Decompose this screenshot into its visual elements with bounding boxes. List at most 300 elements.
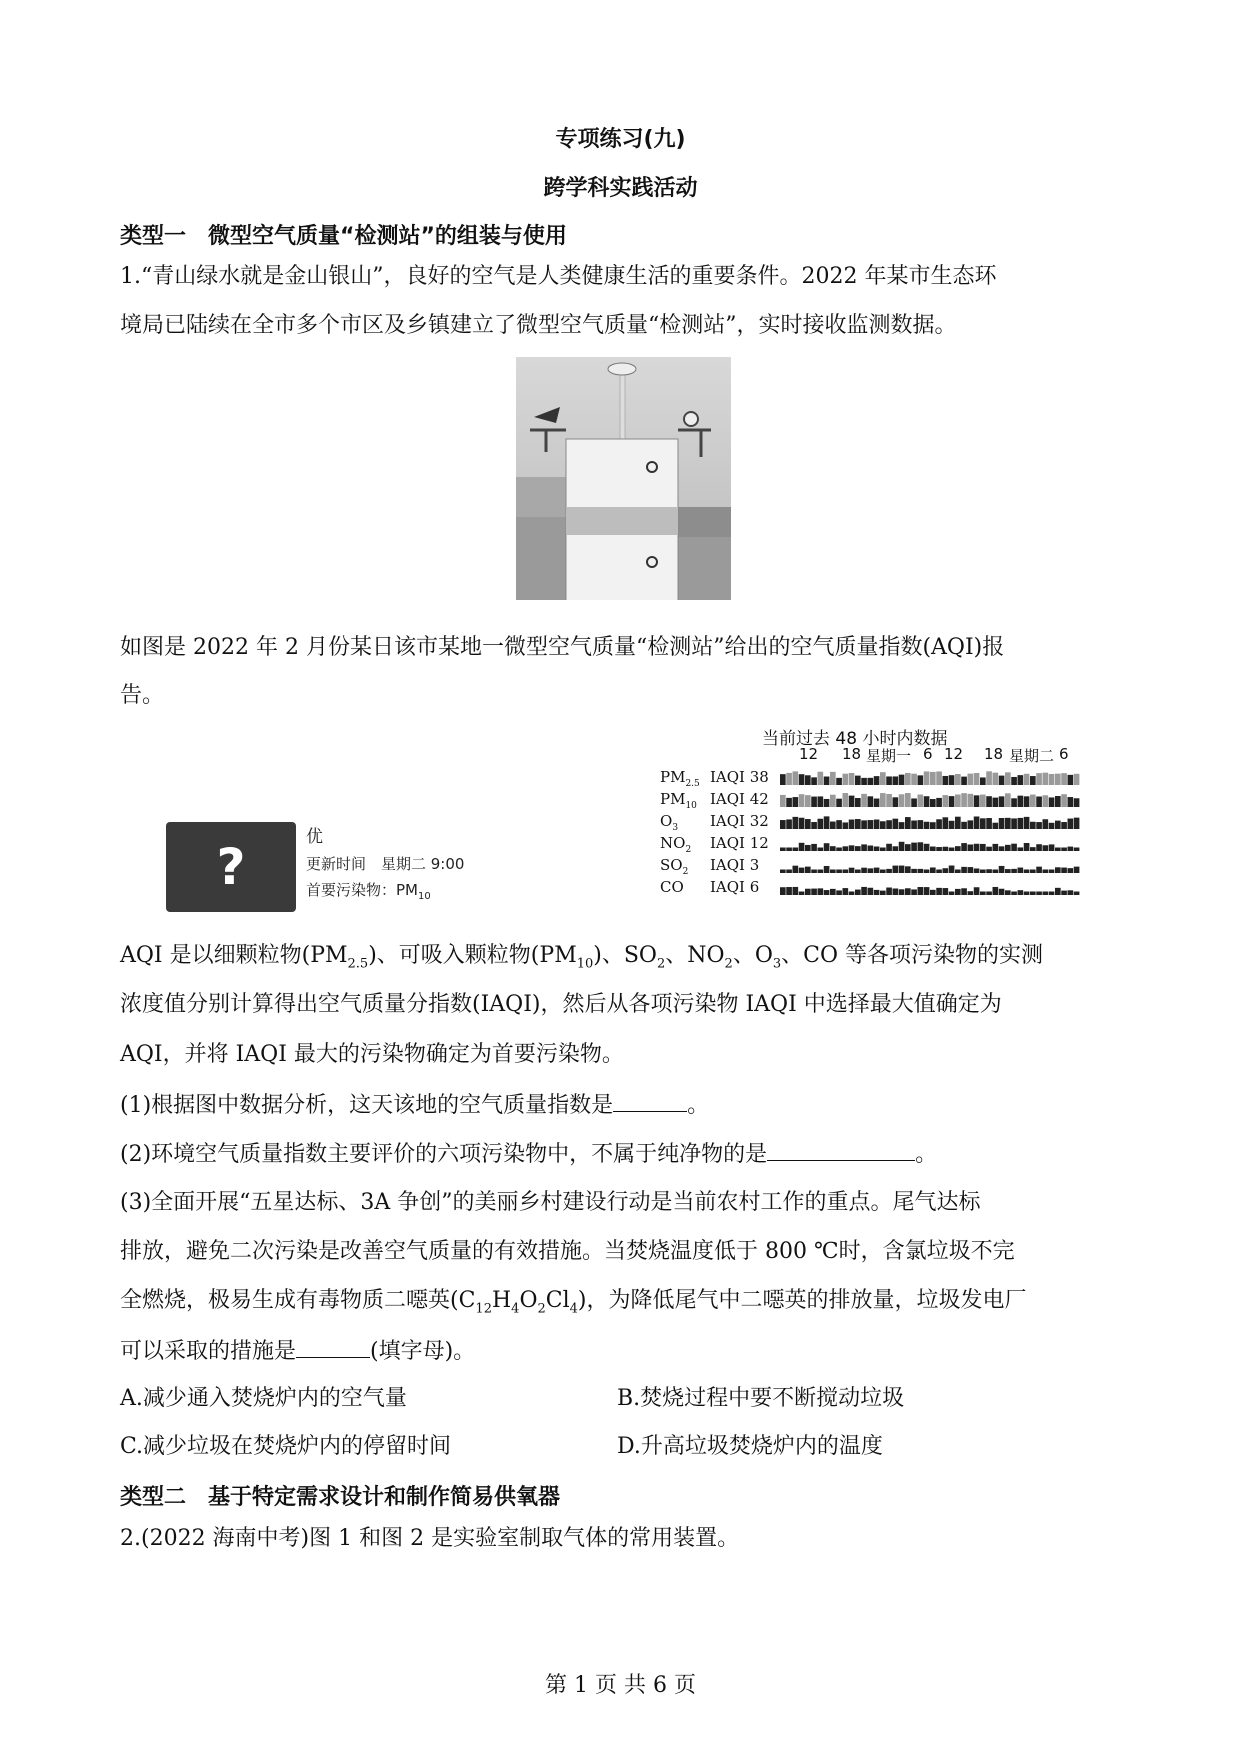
iaqi-hour-bar	[924, 822, 930, 829]
iaqi-hour-bar	[993, 887, 999, 895]
iaqi-hour-bar	[955, 817, 961, 829]
iaqi-hour-bar	[780, 795, 786, 807]
iaqi-hour-bar	[868, 888, 874, 895]
iaqi-hour-bar	[905, 844, 911, 851]
time-label: 星期一	[866, 747, 912, 765]
q1-intro-line2: 境局已陆续在全市多个市区及乡镇建立了微型空气质量“检测站”，实时接收监测数据。	[120, 313, 957, 338]
iaqi-hour-bar	[1030, 892, 1036, 896]
iaqi-hour-bar	[874, 847, 880, 852]
iaqi-hour-bar	[880, 793, 886, 807]
iaqi-value: IAQI 6	[710, 878, 760, 896]
iaqi-hour-bar	[805, 867, 811, 873]
iaqi-hour-bar	[843, 793, 849, 807]
iaqi-hour-bar	[849, 796, 855, 807]
iaqi-hour-bar	[818, 870, 824, 874]
iaqi-hour-bar	[974, 816, 980, 829]
question-1-3-line1: (3)全面开展“五星达标、3A 争创”的美丽乡村建设行动是当前农村工作的重点。尾气达标	[120, 1190, 981, 1215]
iaqi-hour-bar	[786, 819, 792, 829]
iaqi-hour-bar	[836, 848, 842, 852]
time-label: 6	[923, 745, 933, 763]
iaqi-hour-bar	[918, 842, 924, 851]
iaqi-hour-bar	[905, 773, 911, 785]
iaqi-hour-bar	[899, 794, 905, 807]
iaqi-hour-bar	[874, 820, 880, 829]
q1-intro-line1: 1.“青山绿水就是金山银山”，良好的空气是人类健康生活的重要条件。2022 年某市生态环	[120, 264, 997, 289]
iaqi-hour-bar	[974, 844, 980, 851]
iaqi-hour-bar	[805, 775, 811, 785]
iaqi-hour-bar	[1018, 796, 1024, 807]
iaqi-hour-bar	[786, 887, 792, 895]
iaqi-hour-bar	[874, 868, 880, 873]
iaqi-hour-bar	[949, 866, 955, 873]
iaqi-hour-bar	[911, 889, 917, 895]
iaqi-hour-bar	[861, 844, 867, 851]
iaqi-hour-bar	[1074, 892, 1080, 896]
iaqi-hour-bar	[1043, 870, 1049, 874]
iaqi-hour-bar	[855, 819, 861, 829]
iaqi-hour-bar	[886, 776, 892, 785]
iaqi-hour-bar	[968, 774, 974, 785]
question-2-intro: 2.(2022 海南中考)图 1 和图 2 是实验室制取气体的常用装置。	[120, 1526, 740, 1551]
iaqi-hour-bar	[1043, 795, 1049, 807]
iaqi-hour-bar	[943, 776, 949, 785]
iaqi-hour-bar	[924, 887, 930, 895]
iaqi-hour-bar	[993, 798, 999, 807]
iaqi-hour-bar	[918, 820, 924, 829]
iaqi-hour-bar	[986, 847, 992, 851]
iaqi-hour-bar	[880, 848, 886, 852]
iaqi-hour-bar	[980, 892, 986, 896]
iaqi-hour-bar	[936, 847, 942, 851]
iaqi-hour-bar	[1074, 867, 1080, 873]
iaqi-hour-bar	[780, 774, 786, 785]
aqi-level: 优	[306, 827, 323, 847]
iaqi-hour-bar	[968, 820, 974, 829]
iaqi-hour-bar	[861, 820, 867, 829]
aqi-primary-pollutant: 首要污染物：$PM_{10}$	[306, 881, 431, 902]
iaqi-hour-bar	[1036, 844, 1042, 851]
iaqi-value: IAQI 32	[710, 812, 769, 830]
iaqi-hour-bar	[1011, 869, 1017, 873]
iaqi-hour-bar	[874, 776, 880, 785]
iaqi-hour-bar	[999, 846, 1005, 851]
iaqi-hour-bar	[1005, 772, 1011, 785]
iaqi-hour-bar	[818, 819, 824, 829]
iaqi-hour-bar	[793, 817, 799, 829]
iaqi-hour-bar	[1061, 891, 1067, 895]
iaqi-hour-bar	[943, 817, 949, 829]
iaqi-hour-bar	[911, 843, 917, 851]
iaqi-hour-bar	[1024, 774, 1030, 785]
question-1-3-line3: 全燃烧，极易生成有毒物质二噁英$(C_{12}H_4O_2Cl_4)$，为降低尾气中二噁英的排放量，垃圾发电厂	[120, 1288, 1027, 1317]
iaqi-hour-bar	[930, 772, 936, 785]
iaqi-hour-bar	[1005, 845, 1011, 851]
iaqi-hour-bar	[836, 820, 842, 829]
iaqi-hour-bar	[793, 887, 799, 895]
iaqi-hour-bar	[936, 870, 942, 874]
iaqi-hour-bar	[818, 888, 824, 895]
iaqi-hour-bar	[811, 870, 817, 874]
pollutant-name: $NO_2$	[660, 834, 692, 855]
iaqi-hour-bar	[1049, 823, 1055, 829]
iaqi-hour-bar	[799, 818, 805, 829]
iaqi-hour-bar	[849, 892, 855, 896]
answer-blank[interactable]	[613, 1089, 687, 1112]
iaqi-hour-bar	[986, 818, 992, 829]
pollutant-name: $PM_{10}$	[660, 790, 697, 811]
iaqi-hour-bar	[1055, 796, 1061, 807]
iaqi-hour-bar	[1018, 847, 1024, 851]
iaqi-hour-bar	[986, 771, 992, 785]
page-number: 第 1 页 共 6 页	[545, 1673, 696, 1698]
iaqi-hour-bar	[899, 842, 905, 851]
iaqi-hour-bar	[1018, 775, 1024, 785]
iaqi-hour-bar	[780, 848, 786, 852]
iaqi-hour-bar	[824, 816, 830, 829]
iaqi-hour-bar	[1005, 890, 1011, 895]
iaqi-hour-bar	[1024, 843, 1030, 851]
iaqi-hour-bar	[893, 819, 899, 829]
iaqi-hour-bar	[936, 798, 942, 807]
iaqi-hour-bar	[1036, 822, 1042, 829]
iaqi-hour-bar	[1061, 868, 1067, 873]
iaqi-hour-bar	[930, 867, 936, 873]
iaqi-hour-bar	[943, 847, 949, 851]
iaqi-hour-bar	[980, 818, 986, 829]
question-1-3-line2: 排放，避免二次污染是改善空气质量的有效措施。当焚烧温度低于 800 ℃时，含氯垃圾不完	[120, 1239, 1015, 1264]
iaqi-hour-bar	[818, 796, 824, 807]
iaqi-hour-bar	[999, 866, 1005, 873]
iaqi-hour-bar	[874, 799, 880, 807]
iaqi-hour-bar	[811, 889, 817, 895]
iaqi-hour-bar	[1030, 847, 1036, 851]
iaqi-hour-bar	[874, 890, 880, 895]
iaqi-hour-bar	[824, 890, 830, 895]
iaqi-hour-bar	[1055, 848, 1061, 852]
iaqi-hour-bar	[949, 775, 955, 785]
iaqi-hour-bar	[1024, 892, 1030, 896]
report-intro-line1: 如图是 2022 年 2 月份某日该市某地一微型空气质量“检测站”给出的空气质量指数(AQI)报	[120, 635, 1005, 660]
iaqi-hour-bar	[1005, 818, 1011, 829]
aqi-definition-line3: AQI，并将 IAQI 最大的污染物确定为首要污染物。	[120, 1042, 624, 1067]
iaqi-hour-bar	[1018, 818, 1024, 829]
iaqi-hour-bar	[780, 870, 786, 874]
iaqi-value: IAQI 38	[710, 768, 769, 786]
iaqi-hour-bar	[955, 846, 961, 851]
iaqi-hour-bar	[855, 870, 861, 874]
answer-blank[interactable]	[296, 1335, 370, 1358]
time-label: 星期二	[1009, 747, 1055, 765]
iaqi-hour-bar	[893, 776, 899, 785]
iaqi-hour-bar	[811, 844, 817, 851]
iaqi-hour-bar	[830, 846, 836, 851]
chart-title: 当前过去 48 小时内数据	[762, 729, 948, 749]
iaqi-hour-bar	[949, 796, 955, 807]
question-1-1: (1)根据图中数据分析，这天该地的空气质量指数是 。	[120, 1089, 1130, 1121]
iaqi-hour-bar	[911, 798, 917, 807]
iaqi-hour-bar	[905, 817, 911, 829]
iaqi-hour-bar	[849, 820, 855, 829]
iaqi-hour-bar	[936, 771, 942, 785]
iaqi-hour-bar	[893, 846, 899, 851]
iaqi-hour-bar	[793, 797, 799, 807]
pollutant-48h-bars	[780, 768, 1080, 908]
iaqi-hour-bar	[943, 868, 949, 873]
iaqi-hour-bar	[999, 796, 1005, 807]
iaqi-hour-bar	[943, 795, 949, 807]
iaqi-hour-bar	[1061, 822, 1067, 829]
iaqi-hour-bar	[899, 822, 905, 829]
time-label: 12	[799, 745, 819, 763]
iaqi-hour-bar	[999, 776, 1005, 785]
iaqi-hour-bar	[980, 844, 986, 851]
aqi-definition-line1: AQI 是以细颗粒物$(PM_{2.5})$、可吸入颗粒物$(PM_{10})$、$SO_2$、$NO_2$、$O_3$、CO 等各项污染物的实测	[120, 943, 1044, 972]
iaqi-hour-bar	[830, 870, 836, 874]
iaqi-hour-bar	[924, 771, 930, 785]
iaqi-hour-bar	[868, 820, 874, 829]
iaqi-hour-bar	[886, 869, 892, 873]
iaqi-hour-bar	[999, 818, 1005, 829]
iaqi-hour-bar	[1043, 773, 1049, 785]
iaqi-hour-bar	[855, 890, 861, 895]
iaqi-hour-bar	[818, 772, 824, 785]
iaqi-hour-bar	[980, 795, 986, 807]
iaqi-hour-bar	[824, 799, 830, 807]
iaqi-hour-bar	[1005, 793, 1011, 807]
iaqi-hour-bar	[780, 820, 786, 829]
iaqi-hour-bar	[961, 822, 967, 829]
iaqi-hour-bar	[1024, 870, 1030, 874]
iaqi-hour-bar	[980, 777, 986, 785]
iaqi-hour-bar	[811, 797, 817, 807]
iaqi-hour-bar	[811, 822, 817, 829]
iaqi-hour-bar	[974, 887, 980, 895]
page-title: 专项练习(九)	[555, 127, 686, 152]
iaqi-hour-bar	[961, 777, 967, 785]
iaqi-hour-bar	[799, 774, 805, 785]
iaqi-hour-bar	[968, 891, 974, 895]
iaqi-hour-bar	[949, 892, 955, 896]
iaqi-hour-bar	[1036, 797, 1042, 808]
iaqi-hour-bar	[980, 870, 986, 874]
iaqi-hour-bar	[961, 843, 967, 851]
iaqi-hour-bar	[911, 821, 917, 829]
iaqi-hour-bar	[786, 870, 792, 874]
iaqi-hour-bar	[824, 866, 830, 873]
iaqi-hour-bar	[793, 848, 799, 852]
iaqi-hour-bar	[1030, 822, 1036, 829]
section-heading-2: 类型二 基于特定需求设计和制作简易供氧器	[120, 1485, 561, 1510]
iaqi-hour-bar	[961, 888, 967, 895]
iaqi-hour-bar	[1074, 818, 1080, 829]
iaqi-hour-bar	[1068, 868, 1074, 873]
iaqi-hour-bar	[1061, 773, 1067, 785]
iaqi-hour-bar	[805, 889, 811, 895]
question-1-2: (2)环境空气质量指数主要评价的六项污染物中，不属于纯净物的是 。	[120, 1138, 1130, 1170]
iaqi-hour-bar	[1074, 848, 1080, 852]
iaqi-hour-bar	[1043, 845, 1049, 851]
iaqi-hour-bar	[836, 890, 842, 895]
iaqi-hour-bar	[799, 843, 805, 851]
question-1-3-line4: 可以采取的措施是 (填字母)。	[120, 1335, 1130, 1367]
iaqi-hour-bar	[1049, 797, 1055, 807]
iaqi-hour-bar	[843, 774, 849, 785]
option-d[interactable]: D.升高垃圾焚烧炉内的温度	[617, 1434, 883, 1459]
iaqi-hour-bar	[1011, 798, 1017, 807]
iaqi-hour-bar	[793, 771, 799, 785]
iaqi-hour-bar	[955, 870, 961, 874]
iaqi-hour-bar	[868, 778, 874, 785]
iaqi-hour-bar	[880, 891, 886, 895]
iaqi-hour-bar	[1055, 888, 1061, 895]
iaqi-hour-bar	[861, 778, 867, 785]
iaqi-hour-bar	[1049, 870, 1055, 874]
iaqi-hour-bar	[936, 888, 942, 895]
iaqi-hour-bar	[893, 797, 899, 807]
iaqi-hour-bar	[786, 773, 792, 785]
iaqi-hour-bar	[843, 846, 849, 851]
iaqi-hour-bar	[880, 821, 886, 829]
iaqi-hour-bar	[968, 867, 974, 873]
iaqi-hour-bar	[924, 870, 930, 874]
iaqi-hour-bar	[955, 794, 961, 807]
iaqi-hour-bar	[830, 822, 836, 829]
iaqi-hour-bar	[993, 844, 999, 851]
iaqi-hour-bar	[880, 772, 886, 785]
iaqi-hour-bar	[986, 892, 992, 896]
iaqi-hour-bar	[986, 869, 992, 873]
answer-blank[interactable]	[767, 1138, 915, 1161]
iaqi-hour-bar	[855, 846, 861, 851]
iaqi-hour-bar	[1068, 847, 1074, 851]
iaqi-hour-bar	[1024, 796, 1030, 807]
iaqi-hour-bar	[924, 796, 930, 807]
aqi-definition-line2: 浓度值分别计算得出空气质量分指数(IAQI)，然后从各项污染物 IAQI 中选择最大值确定为	[120, 992, 1002, 1017]
iaqi-hour-bar	[861, 868, 867, 873]
iaqi-hour-bar	[911, 869, 917, 873]
iaqi-hour-bar	[1061, 794, 1067, 807]
iaqi-hour-bar	[861, 887, 867, 895]
iaqi-hour-bar	[1018, 868, 1024, 873]
iaqi-hour-bar	[830, 889, 836, 895]
iaqi-hour-bar	[1036, 867, 1042, 873]
iaqi-hour-bar	[786, 848, 792, 852]
iaqi-hour-bar	[1074, 774, 1080, 785]
iaqi-hour-bar	[893, 866, 899, 873]
iaqi-hour-bar	[955, 774, 961, 785]
pollutant-name: $SO_2$	[660, 856, 689, 877]
iaqi-hour-bar	[1055, 821, 1061, 829]
iaqi-hour-bar	[905, 793, 911, 807]
iaqi-hour-bar	[836, 870, 842, 874]
iaqi-hour-bar	[1043, 892, 1049, 896]
iaqi-hour-bar	[1068, 797, 1074, 807]
iaqi-hour-bar	[836, 799, 842, 807]
iaqi-hour-bar	[899, 866, 905, 873]
iaqi-hour-bar	[793, 866, 799, 873]
iaqi-hour-bar	[861, 794, 867, 807]
iaqi-hour-bar	[924, 844, 930, 851]
iaqi-hour-bar	[836, 778, 842, 785]
iaqi-hour-bar	[1011, 892, 1017, 896]
iaqi-hour-bar	[843, 888, 849, 895]
iaqi-hour-bar	[805, 795, 811, 807]
pollutant-name: $O_3$	[660, 812, 679, 833]
iaqi-hour-bar	[1018, 890, 1024, 895]
time-label: 12	[944, 745, 964, 763]
iaqi-hour-bar	[974, 868, 980, 873]
iaqi-hour-bar	[1011, 818, 1017, 829]
iaqi-hour-bar	[949, 848, 955, 852]
page-subtitle: 跨学科实践活动	[543, 176, 698, 201]
iaqi-hour-bar	[1068, 775, 1074, 785]
iaqi-hour-bar	[974, 795, 980, 807]
time-label: 6	[1059, 745, 1069, 763]
iaqi-hour-bar	[886, 888, 892, 895]
iaqi-hour-bar	[1036, 773, 1042, 785]
iaqi-hour-bar	[805, 819, 811, 829]
iaqi-hour-bar	[799, 892, 805, 896]
iaqi-value: IAQI 42	[710, 790, 769, 808]
iaqi-hour-bar	[911, 774, 917, 785]
iaqi-hour-bar	[1030, 870, 1036, 874]
iaqi-hour-bar	[799, 868, 805, 873]
iaqi-hour-bar	[905, 888, 911, 895]
time-label: 18	[984, 745, 1004, 763]
option-c[interactable]: C.减少垃圾在焚烧炉内的停留时间	[120, 1434, 452, 1459]
iaqi-hour-bar	[1061, 848, 1067, 852]
iaqi-value: IAQI 3	[710, 856, 760, 874]
iaqi-hour-bar	[986, 796, 992, 807]
iaqi-hour-bar	[930, 890, 936, 895]
iaqi-hour-bar	[843, 870, 849, 874]
iaqi-hour-bar	[918, 795, 924, 807]
iaqi-hour-bar	[849, 773, 855, 785]
iaqi-hour-bar	[993, 870, 999, 874]
iaqi-hour-bar	[818, 848, 824, 852]
option-a[interactable]: A.减少通入焚烧炉内的空气量	[120, 1386, 407, 1411]
iaqi-hour-bar	[786, 798, 792, 807]
iaqi-hour-bar	[930, 799, 936, 807]
pollutant-name: $PM_{2.5}$	[660, 768, 700, 789]
iaqi-hour-bar	[868, 846, 874, 851]
iaqi-hour-bar	[1068, 890, 1074, 895]
iaqi-hour-bar	[1030, 776, 1036, 785]
option-b[interactable]: B.焚烧过程中要不断搅动垃圾	[617, 1386, 905, 1411]
pollutant-name: CO	[660, 878, 684, 896]
iaqi-hour-bar	[1049, 844, 1055, 851]
iaqi-hour-bar	[899, 889, 905, 895]
iaqi-hour-bar	[843, 822, 849, 829]
iaqi-hour-bar	[886, 844, 892, 851]
iaqi-hour-bar	[936, 819, 942, 829]
iaqi-hour-bar	[1030, 795, 1036, 807]
iaqi-hour-bar	[868, 868, 874, 873]
iaqi-hour-bar	[1043, 819, 1049, 829]
iaqi-value: IAQI 12	[710, 834, 769, 852]
iaqi-hour-bar	[855, 776, 861, 785]
iaqi-hour-bar	[968, 844, 974, 851]
iaqi-hour-bar	[780, 887, 786, 895]
iaqi-hour-bar	[930, 847, 936, 851]
iaqi-hour-bar	[1074, 798, 1080, 807]
aqi-update-time: 更新时间 星期二 9:00	[306, 855, 465, 873]
iaqi-hour-bar	[943, 888, 949, 895]
iaqi-hour-bar	[993, 823, 999, 829]
iaqi-hour-bar	[1055, 867, 1061, 873]
iaqi-hour-bar	[961, 793, 967, 807]
iaqi-hour-bar	[811, 777, 817, 785]
